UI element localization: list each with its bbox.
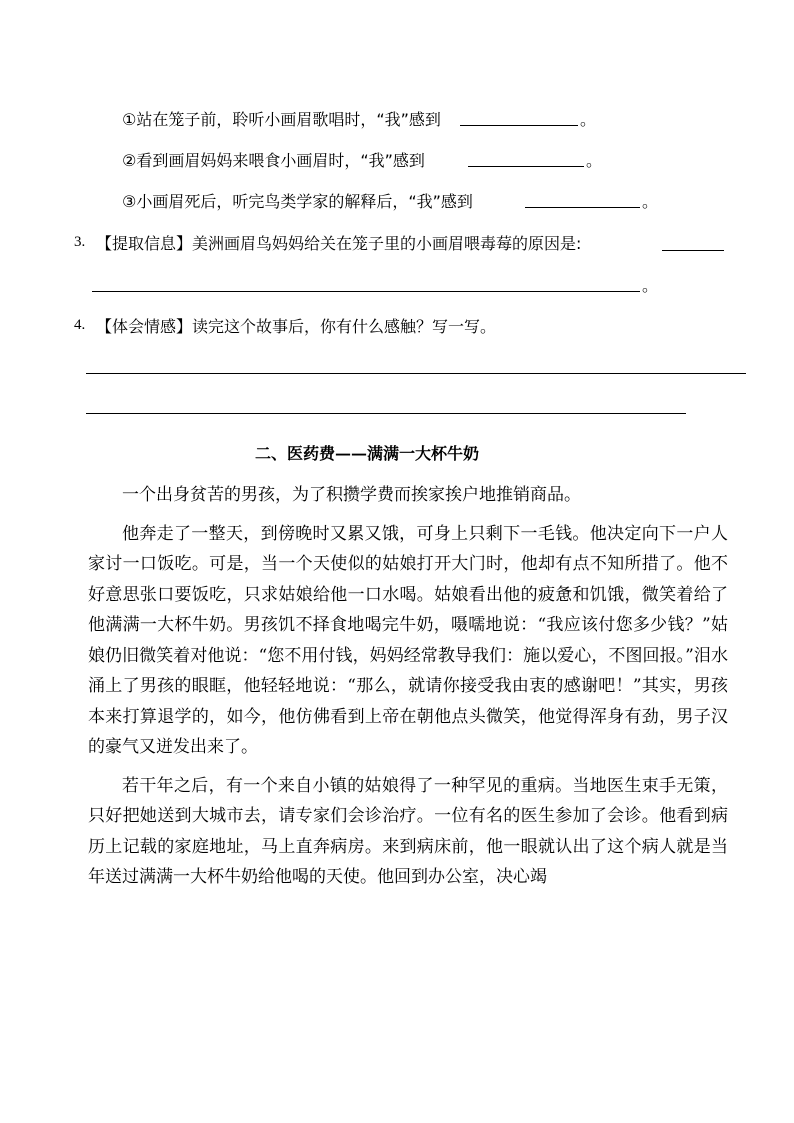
question-4-blank-a[interactable]: [86, 373, 746, 374]
sub-item-3-tail: 。: [642, 192, 659, 211]
answer-blank-1[interactable]: [460, 125, 578, 126]
sub-item-1-text: ①站在笼子前，聆听小画眉歌唱时，“我”感到: [122, 110, 441, 129]
sub-item-2-tail: 。: [586, 151, 603, 170]
story-paragraph-3: 若干年之后，有一个来自小镇的姑娘得了一种罕见的重病。当地医生束手无策，只好把她送到大城市去，请专家们会诊治疗。一位有名的医生参加了会诊。他看到病历上记载的家庭地址，马上直奔病房。来到病床前，他一眼就认出了这个病人就是当年送过满满一大杯牛奶给他喝的天使。他回到办公室，决心竭: [88, 775, 728, 887]
question-4-blank-b[interactable]: [86, 413, 686, 414]
question-4-text: 【体会情感】读完这个故事后，你有什么感触？写一写。: [96, 317, 497, 336]
question-3-blank-b[interactable]: [92, 291, 640, 292]
question-3-number: 3.: [74, 234, 86, 250]
story-body: [88, 480, 728, 901]
question-4-number: 4.: [74, 317, 86, 333]
question-3-blank-a[interactable]: [662, 250, 724, 251]
answer-blank-3[interactable]: [525, 207, 640, 208]
sub-item-1: [122, 107, 441, 130]
sub-item-2: [122, 148, 425, 171]
answer-blank-2[interactable]: [468, 166, 584, 167]
story-paragraph-2: 他奔走了一整天，到傍晚时又累又饿，可身上只剩下一毛钱。他决定向下一户人家讨一口饭吃。可是，当一个天使似的姑娘打开大门时，他却有点不知所措了。他不好意思张口要饭吃，只求姑娘给他一口水喝。姑娘看出他的疲惫和饥饿，微笑着给了他满满一大杯牛奶。男孩饥不择食地喝完牛奶，嗫嚅地说：“我应该付您多少钱？”姑娘仍旧微笑着对他说：“您不用付钱，妈妈经常教导我们：施以爱心，不图回报。”泪水涌上了男孩的眼眶，他轻轻地说：“那么，就请你接受我由衷的感谢吧！”其实，男孩本来打算退学的，如今，他仿佛看到上帝在朝他点头微笑，他觉得浑身有劲，男子汉的豪气又迸发出来了。: [88, 523, 728, 757]
sub-item-3-text: ③小画眉死后，听完鸟类学家的解释后，“我”感到: [122, 192, 473, 211]
sub-item-3: [122, 189, 473, 212]
question-3-text: 【提取信息】美洲画眉鸟妈妈给关在笼子里的小画眉喂毒莓的原因是:: [96, 234, 582, 253]
story-paragraph-1: 一个出身贫苦的男孩，为了积攒学费而挨家挨户地推销商品。: [122, 485, 581, 505]
question-3-tail: 。: [642, 276, 659, 295]
sub-item-1-tail: 。: [580, 110, 597, 129]
section-title: 二、医药费——满满一大杯牛奶: [255, 444, 480, 463]
sub-item-2-text: ②看到画眉妈妈来喂食小画眉时，“我”感到: [122, 151, 425, 170]
